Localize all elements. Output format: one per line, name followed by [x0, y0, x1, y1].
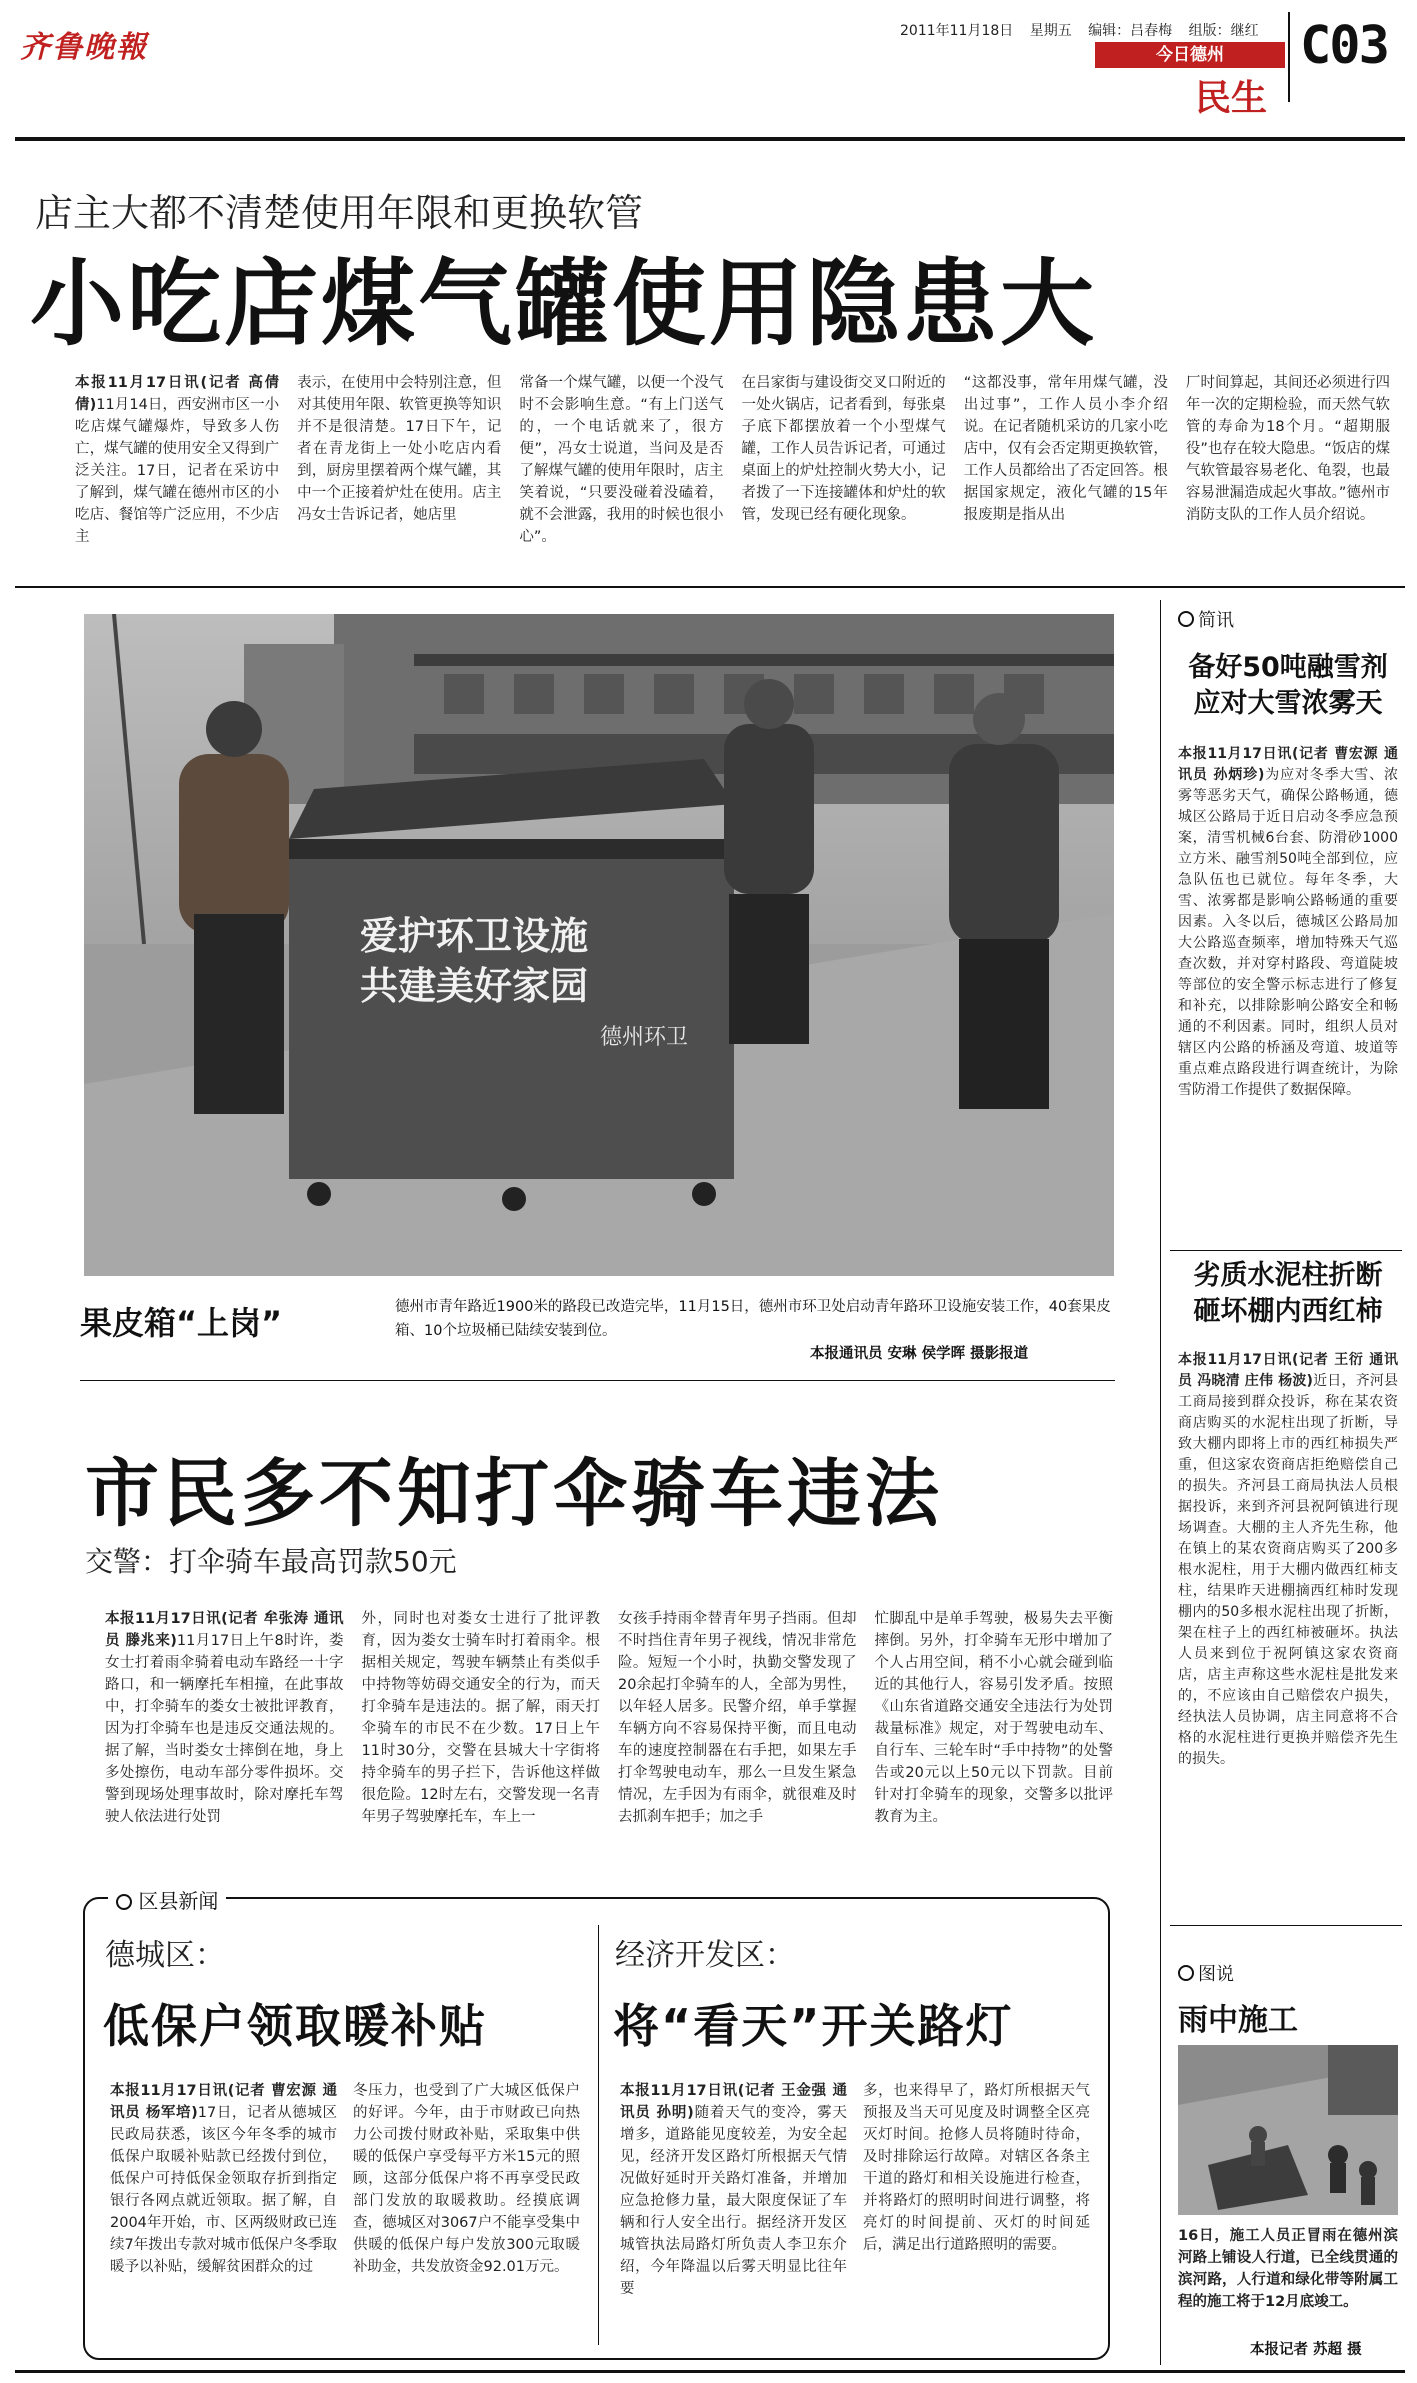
brief2-headline-line1: 劣质水泥柱折断	[1193, 1260, 1383, 1291]
brief2-headline	[1178, 1258, 1398, 1330]
photo-title: 果皮箱“上岗”	[80, 1304, 283, 1342]
brief2-body	[1178, 1350, 1398, 1920]
photo-illustration	[84, 614, 1114, 1276]
brief1-headline	[1178, 650, 1398, 722]
bin-slogan-1: 爱护环卫设施	[359, 914, 589, 958]
county-right-text: 随着天气的变冷，雾天增多，道路能见度较差，为安全起见，经济开发区路灯所根据天气情况做好延时开关路灯准备，并增加应急抢修力量，最大限度保证了车辆和行人安全出行。据经济开发区城管执法局路灯所负责人李卫东介绍，今年降温以后雾天明显比往年要	[620, 2105, 847, 2297]
section-rule	[15, 586, 1405, 588]
photo-tag	[1178, 1960, 1398, 1986]
section-dot-icon	[1178, 611, 1194, 627]
county-left-column: 冬压力，也受到了广大城区低保户的好评。今年，由于市财政已向热力公司拨付财政补贴，采取集中供暖的低保户享受每平方米15元的照顾，这部分低保户将不再享受民政部门发放的取暖救助。经摸底调查，德城区对3067户不能享受集中供暖的低保户每户发放300元取暖补助金，共发放资金92.01万元。	[353, 2083, 580, 2275]
photo-caption: 德州市青年路近1900米的路段已改造完毕，11月15日，德州市环卫处启动青年路环卫设施安装工作，40套果皮箱、10个垃圾桶已陆续安装到位。	[395, 1299, 1111, 1339]
rain-construction-photo	[1178, 2045, 1398, 2215]
bin-slogan-2: 共建美好家园	[359, 964, 589, 1008]
county-left-byline: 本报11月17日讯(记者 曹宏源 通讯员 杨军培)	[110, 2083, 337, 2121]
county-news-label	[108, 1885, 226, 1914]
sidebar-divider	[1160, 600, 1161, 2365]
brief1-headline-line1: 备好50吨融雪剂	[1188, 652, 1388, 683]
brief2-text: 近日，齐河县工商局接到群众投诉，称在某农资商店购买的水泥柱出现了折断，导致大棚内即将上市的西红柿损失严重，但这家农资商店拒绝赔偿自己的损失。齐河县工商局执法人员根据投诉，来到齐河县祝阿镇进行现场调查。大棚的主人齐先生称，他在镇上的某农资商店购买了200多根水泥柱，用于大棚内做西红柿支柱，结果昨天进棚摘西红柿时发现棚内的50多根水泥柱出现了折断，架在柱子上的西红柿被砸坏。执法人员来到位于祝阿镇这家农资商店，店主声称这些水泥柱是批发来的，不应该由自己赔偿农户损失，经执法人员协调，店主同意将不合格的水泥柱进行更换并赔偿齐先生的损失。	[1178, 1373, 1398, 1767]
masthead-info	[900, 20, 1271, 40]
trash-bin-photo	[84, 614, 1114, 1276]
county-left-headline: 低保户领取暖补贴	[103, 1999, 487, 2053]
county-left-kicker: 德城区：	[105, 1938, 225, 1973]
umbrella-headline: 市民多不知打伞骑车违法	[85, 1451, 943, 1537]
county-left-body	[110, 2080, 580, 2350]
county-label-text: 区县新闻	[138, 1889, 219, 1913]
county-right-column	[620, 2080, 847, 2350]
county-left-text: 17日，记者从德城区民政局获悉，该区今年冬季的城市低保户取暖补贴款已经拨付到位，低保户可持低保金领取存折到指定银行各网点就近领取。据了解，自2004年开始，市、区两级财政已连续7年拨出专款对城市低保户冬季取暖予以补贴，缓解贫困群众的过	[110, 2105, 337, 2275]
umbrella-article-body	[105, 1608, 1113, 1870]
umbrella-text: 11月17日上午8时许，娄女士打着雨伞骑着电动车路经一十字路口，和一辆摩托车相撞，在此事故中，打伞骑车的娄女士被批评教育，因为打伞骑车也是违反交通法规的。据了解，当时娄女士摔倒在地，身上多处擦伤，电动车部分零件损坏。交警到现场处理事故时，除对摩托车驾驶人依法进行处罚	[105, 1633, 344, 1825]
bin-label: 德州环卫	[599, 1025, 689, 1050]
lead-byline: 本报11月17日讯(记者 高倩倩)	[75, 375, 280, 413]
page-number: C03	[1300, 16, 1388, 76]
bottom-rule	[15, 2370, 1405, 2373]
brief-tag-text: 简讯	[1198, 610, 1234, 631]
photo-credit: 本报通讯员 安琳 侯学晖 摄影报道	[810, 1346, 1029, 1362]
county-right-kicker: 经济开发区：	[615, 1938, 795, 1973]
umbrella-byline: 本报11月17日讯(记者 牟张涛 通讯员 滕兆来)	[105, 1611, 344, 1649]
masthead-rule	[15, 137, 1405, 141]
editor-credit: 编辑：吕春梅	[1088, 23, 1173, 39]
lead-headline: 小吃店煤气罐使用隐患大	[30, 250, 1098, 359]
lead-article-body	[75, 372, 1390, 572]
side-photo-credit: 本报记者 苏超 摄	[1250, 2342, 1362, 2358]
section-rule	[80, 1380, 1115, 1381]
umbrella-column: 女孩手持雨伞替青年男子挡雨。但却不时挡住青年男子视线，情况非常危险。短短一个小时，执勤交警发现了20余起打伞骑车的人，全部为男性，以年轻人居多。民警介绍，单手掌握车辆方向不容易保持平衡，而且电动车的速度控制器在右手把，如果左手打伞驾驶电动车，那么一旦发生紧急情况，左手因为有雨伞，就很难及时去抓刹车把手；加之手	[618, 1611, 857, 1825]
lead-column: 在吕家街与建设街交叉口附近的一处火锅店，记者看到，每张桌子底下都摆放着一个小型煤气罐，工作人员告诉记者，可通过桌面上的炉灶控制火势大小，记者拨了一下连接罐体和炉灶的软管，发现已经有硬化现象。	[741, 375, 946, 523]
lead-column: 表示，在使用中会特别注意，但对其使用年限、软管更换等知识并不是很清楚。17日下午，记者在青龙街上一处小吃店内看到，厨房里摆着两个煤气罐，其中一个正接着炉灶在使用。店主冯女士告诉记者，她店里	[297, 375, 502, 523]
brief-tag	[1178, 606, 1398, 632]
issue-weekday: 星期五	[1029, 23, 1072, 39]
section-banner: 今日德州	[1095, 42, 1285, 68]
county-right-body	[620, 2080, 1090, 2350]
lead-text: 11月14日，西安洲市区一小吃店煤气罐爆炸，导致多人伤亡，煤气罐的使用安全又得到广泛关注。17日，记者在采访中了解到，煤气罐在德州市区的小吃店、餐馆等广泛应用，不少店主	[75, 397, 280, 545]
sidebar-rule	[1170, 1925, 1402, 1926]
brief1-text: 为应对冬季大雪、浓雾等恶劣天气，确保公路畅通，德城区公路局于近日启动冬季应急预案，清雪机械6台套、防滑砂1000立方米、融雪剂50吨全部到位，应急队伍也已就位。每年冬季，大雪、浓雾都是影响公路畅通的重要因素。入冬以后，德城区公路局加大公路巡查频率，增加特殊天气巡查次数，并对穿村路段、弯道陡坡等部位的安全警示标志进行了修复和补充，以排除影响公路安全和畅通的不利因素。同时，组织人员对辖区内公路的桥涵及弯道、坡道等重点难点路段进行调查统计，为除雪防滑工作提供了数据保障。	[1178, 767, 1398, 1098]
section-dot-icon	[116, 1894, 132, 1910]
county-left-column	[110, 2080, 337, 2350]
county-divider	[598, 1925, 599, 2345]
sidebar-rule	[1170, 1250, 1402, 1251]
county-right-headline: 将“看天”开关路灯	[613, 1999, 1014, 2053]
section-title: 民生	[1195, 78, 1268, 119]
county-right-column: 多，也来得早了，路灯所根据天气预报及当天可见度及时调整全区亮灭灯时间。抢修人员将随时待命，及时排除运行故障。对辖区各条主干道的路灯和相关设施进行检查，并将路灯的照明时间进行调整，将亮灯的时间提前、灭灯的时间延后，满足出行道路照明的需要。	[863, 2083, 1090, 2253]
side-photo-illustration	[1178, 2045, 1398, 2215]
photo-tag-text: 图说	[1198, 1964, 1234, 1985]
brief2-headline-line2: 砸坏棚内西红柿	[1193, 1296, 1383, 1327]
lead-column: 厂时间算起，其间还必须进行四年一次的定期检验，而天然气软管的寿命为18个月。“超期服役”也存在较大隐患。“饭店的煤气软管最容易老化、龟裂，也最容易泄漏造成起火事故。”德州市消防支队的工作人员介绍说。	[1185, 375, 1391, 523]
umbrella-subhead: 交警：打伞骑车最高罚款50元	[85, 1545, 457, 1578]
lead-kicker: 店主大都不清楚使用年限和更换软管	[35, 191, 644, 235]
issue-date: 2011年11月18日	[900, 23, 1014, 39]
section-dot-icon	[1178, 1965, 1194, 1981]
lead-column: 常备一个煤气罐，以便一个没气时不会影响生意。“有上门送气的，一个电话就来了，很方便”，冯女士说道，当问及是否了解煤气罐的使用年限时，店主笑着说，“只要没碰着没磕着，就不会泄露，我用的时候也很小心”。	[519, 375, 724, 545]
umbrella-column	[105, 1608, 344, 1870]
lead-column: “这都没事，常年用煤气罐，没出过事”，工作人员小李介绍说。在记者随机采访的几家小吃店中，仅有会否定期更换软管，工作人员都给出了否定回答。根据国家规定，液化气罐的15年报废期是指从出	[963, 375, 1168, 523]
side-photo-headline: 雨中施工	[1178, 2003, 1298, 2038]
umbrella-column: 外，同时也对娄女士进行了批评教育，因为娄女士骑车时打着雨伞。根据相关规定，驾驶车辆禁止有类似手中持物等妨碍交通安全的行为，而天打伞骑车是违法的。据了解，雨天打伞骑车的市民不在少数。17日上午11时30分，交警在县城大十字街将持伞骑车的男子拦下，告诉他这样做很危险。12时左右，交警发现一名青年男子驾驶摩托车，车上一	[361, 1611, 600, 1825]
county-right-byline: 本报11月17日讯(记者 王金强 通讯员 孙明)	[620, 2083, 847, 2121]
brief1-headline-line2: 应对大雪浓雾天	[1193, 688, 1383, 719]
masthead-divider	[1288, 12, 1290, 102]
brief2-byline: 本报11月17日讯(记者 王衍 通讯员 冯晓清 庄伟 杨波)	[1178, 1352, 1398, 1389]
lead-column	[75, 372, 279, 572]
layout-credit: 组版：继红	[1188, 23, 1259, 39]
brief1-byline: 本报11月17日讯(记者 曹宏源 通讯员 孙炳珍)	[1178, 746, 1398, 783]
brief1-body	[1178, 744, 1398, 1249]
side-photo-caption: 16日，施工人员正冒雨在德州滨河路上铺设人行道，已全线贯通的滨河路，人行道和绿化带等附属工程的施工将于12月底竣工。	[1178, 2228, 1398, 2310]
masthead-logo: 齐鲁晚報	[20, 30, 148, 65]
umbrella-column: 忙脚乱中是单手驾驶，极易失去平衡摔倒。另外，打伞骑车无形中增加了个人占用空间，稍不小心就会碰到临近的其他行人，容易引发矛盾。按照《山东省道路交通安全违法行为处罚裁量标准》规定，对于驾驶电动车、自行车、三轮车时“手中持物”的处警告或20元以上50元以下罚款。目前针对打伞骑车的现象，交警多以批评教育为主。	[874, 1611, 1113, 1825]
